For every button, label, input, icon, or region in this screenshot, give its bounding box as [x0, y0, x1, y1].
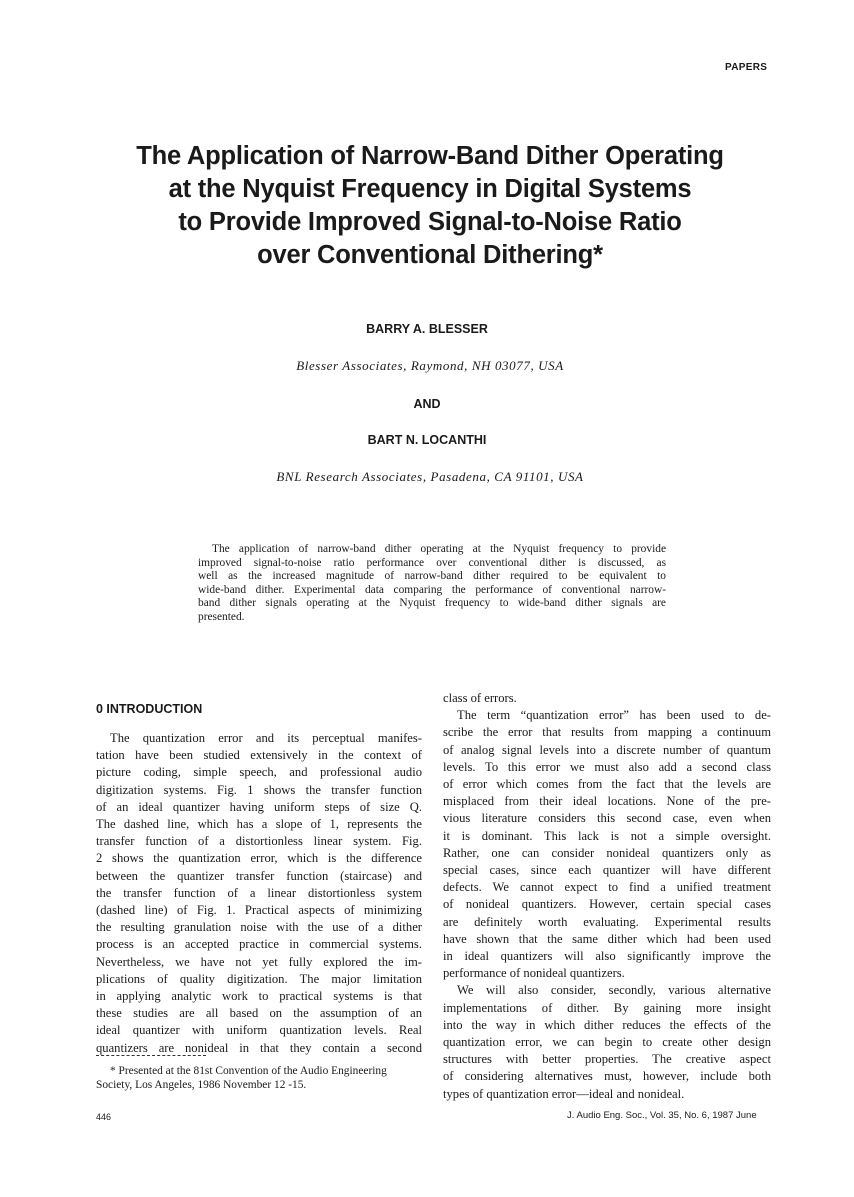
title-line: over Conventional Dithering* [257, 241, 603, 269]
footnote-line: Society, Los Angeles, 1986 November 12 -15. [96, 1078, 307, 1091]
body-line: transfer function of a distortionless linear system. Fig. [96, 834, 422, 849]
title-line: to Provide Improved Signal-to-Noise Ratio [178, 208, 682, 236]
body-line: defects. We cannot expect to find a unified treatment [443, 880, 771, 895]
body-line: misplaced from their ideal locations. None of the pre- [443, 794, 771, 809]
body-line: implementations of dither. By gaining more insight [443, 1000, 771, 1015]
body-line: between the quantizer transfer function (staircase) and [96, 868, 422, 883]
body-line: The term “quantization error” has been used to de- [457, 708, 771, 723]
author-name: BARRY A. BLESSER [366, 322, 488, 336]
running-header: PAPERS [725, 62, 768, 73]
body-line: The dashed line, which has a slope of 1, represents the [96, 817, 422, 832]
author-conjunction: AND [413, 397, 441, 411]
abstract [198, 543, 666, 625]
title-line: at the Nyquist Frequency in Digital Systems [168, 175, 692, 203]
author-affiliation: BNL Research Associates, Pasadena, CA 91101, USA [276, 469, 584, 484]
body-line: of an ideal quantizer having uniform steps of size Q. [96, 799, 422, 814]
body-line: digitization systems. Fig. 1 shows the transfer function [96, 782, 422, 797]
body-line: special cases, since each quantizer will have different [443, 863, 771, 878]
paper-title [100, 140, 760, 272]
body-line: levels. To this error we must also add a second class [443, 759, 771, 774]
abstract-line: improved signal-to-noise ratio performance over conventional dither is discussed, as [198, 556, 666, 569]
author-name: BART N. LOCANTHI [367, 433, 487, 447]
section-heading: 0 INTRODUCTION [96, 702, 203, 716]
body-line: in ideal quantizers will also significantly improve the [443, 949, 771, 964]
body-line: vious literature considers this second case, even when [443, 811, 771, 826]
body-line: the resulting granulation noise with the use of a dither [96, 920, 422, 935]
abstract-line: band dither signals operating at the Nyquist frequency to wide-band dither signals are [198, 597, 666, 610]
body-line: Nevertheless, we have not yet fully explored the im- [96, 954, 422, 969]
right-column [443, 690, 771, 1103]
body-line: structures with better properties. The creative aspect [443, 1052, 771, 1067]
left-column [96, 730, 422, 1057]
body-line: quantizers are nonideal in that they contain a second [96, 1040, 422, 1055]
body-line: the transfer function of a linear distortionless system [96, 885, 422, 900]
body-line: are definitely worth evaluating. Experimental results [443, 914, 771, 929]
abstract-line: presented. [198, 610, 245, 623]
body-line: types of quantization error—ideal and nonideal. [443, 1086, 685, 1101]
body-line: picture coding, simple speech, and professional audio [96, 765, 422, 780]
body-line: of considering alternatives must, however, include both [443, 1069, 771, 1084]
body-line: it is dominant. This lack is not a simple oversight. [443, 828, 771, 843]
journal-citation: J. Audio Eng. Soc., Vol. 35, No. 6, 1987 June [567, 1110, 757, 1121]
body-line: class of errors. [443, 691, 517, 705]
footnote-line: * Presented at the 81st Convention of the Audio Engineering [110, 1065, 387, 1077]
body-line: scribe the error that results from mapping a continuum [443, 725, 771, 740]
body-line: 2 shows the quantization error, which is the difference [96, 851, 422, 866]
body-line: ideal quantizer with uniform quantization levels. Real [96, 1023, 422, 1038]
body-line: The quantization error and its perceptual manifes- [110, 731, 422, 745]
footnote-divider [96, 1055, 206, 1056]
body-line: quantization error, we can begin to create other design [443, 1035, 771, 1050]
body-line: Rather, one can consider nonideal quantizers only as [443, 845, 771, 860]
title-line: The Application of Narrow-Band Dither Operating [136, 142, 724, 170]
body-line: plications of quality digitization. The major limitation [96, 971, 422, 986]
abstract-line: well as the increased magnitude of narrow-band dither required to be equivalent to [198, 570, 666, 583]
body-line: performance of nonideal quantizers. [443, 966, 625, 981]
body-line: of analog signal levels into a discrete number of quantum [443, 742, 771, 757]
body-line: (dashed line) of Fig. 1. Practical aspects of minimizing [96, 903, 422, 918]
body-line: of nonideal quantizers. However, certain special cases [443, 897, 771, 912]
abstract-line: wide-band dither. Experimental data comparing the performance of conventional narrow- [198, 583, 666, 596]
abstract-line: The application of narrow-band dither operating at the Nyquist frequency to provide [212, 543, 666, 555]
body-line: We will also consider, secondly, various alternative [457, 983, 771, 998]
author-affiliation: Blesser Associates, Raymond, NH 03077, USA [296, 358, 564, 373]
body-line: into the way in which dither reduces the effects of the [443, 1017, 771, 1032]
body-line: process is an accepted practice in commercial systems. [96, 937, 422, 952]
page-number: 446 [96, 1112, 112, 1122]
body-line: tation have been studied extensively in the context of [96, 748, 422, 763]
footnote [96, 1065, 426, 1092]
body-line: these studies are all based on the assumption of an [96, 1006, 422, 1021]
body-line: in applying analytic work to practical systems is that [96, 989, 422, 1004]
body-line: of error which comes from the fact that the levels are [443, 777, 771, 792]
body-line: have shown that the same dither which had been used [443, 931, 771, 946]
